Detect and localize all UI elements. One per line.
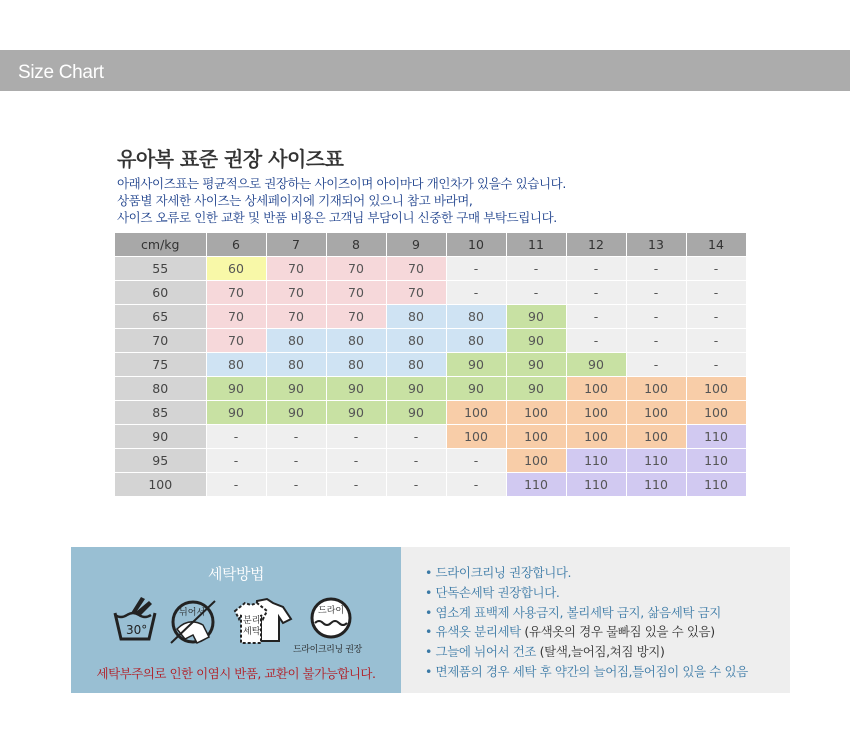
care-bullet: • xyxy=(425,624,436,640)
care-bullet: • xyxy=(425,663,436,679)
size-cell: 110 xyxy=(626,473,686,497)
size-cell: - xyxy=(506,281,566,305)
size-cell: 80 xyxy=(386,353,446,377)
size-cell: - xyxy=(446,257,506,281)
height-row-header: 75 xyxy=(115,353,206,377)
table-row xyxy=(115,425,746,449)
size-cell: 100 xyxy=(626,401,686,425)
separate-wash-label: 분리 xyxy=(243,616,261,626)
height-row-header: 60 xyxy=(115,281,206,305)
height-row-header: 55 xyxy=(115,257,206,281)
size-cell: - xyxy=(206,449,266,473)
height-row-header: 65 xyxy=(115,305,206,329)
table-corner-header: cm/kg xyxy=(115,233,206,257)
size-cell: - xyxy=(266,425,326,449)
table-row xyxy=(115,353,746,377)
size-cell: 110 xyxy=(566,473,626,497)
size-cell: 90 xyxy=(506,329,566,353)
care-bullet: • xyxy=(425,565,436,580)
hand-wash-30-icon xyxy=(111,593,159,643)
size-cell: - xyxy=(446,473,506,497)
height-row-header: 70 xyxy=(115,329,206,353)
size-cell: 60 xyxy=(206,257,266,281)
washing-panel xyxy=(71,547,401,693)
height-row-header: 80 xyxy=(115,377,206,401)
washing-warning: 세탁부주의로 인한 이염시 반품, 교환이 불가능합니다. xyxy=(96,666,376,681)
separate-wash-label: 세탁 xyxy=(243,627,261,637)
table-header-row xyxy=(115,233,746,257)
care-note: (탈색,늘어짐,쳐짐 방지) xyxy=(536,644,665,660)
size-cell: - xyxy=(566,257,626,281)
size-cell: - xyxy=(566,305,626,329)
care-item xyxy=(425,622,748,642)
size-cell: 80 xyxy=(446,329,506,353)
height-row-header: 85 xyxy=(115,401,206,425)
care-text: 단독손세탁 권장합니다. xyxy=(435,584,560,600)
dry-clean-label: 드라이 xyxy=(318,606,345,616)
size-cell: - xyxy=(446,281,506,305)
size-cell: 90 xyxy=(386,401,446,425)
size-cell: 90 xyxy=(506,353,566,377)
chart-title: 유아복 표준 권장 사이즈표 xyxy=(117,147,344,171)
care-text: 염소계 표백제 사용금지, 볼리세탁 금지, 삶음세탁 금지 xyxy=(435,604,721,620)
table-row xyxy=(115,377,746,401)
size-cell: 80 xyxy=(266,353,326,377)
size-cell: 100 xyxy=(566,377,626,401)
size-cell: 70 xyxy=(386,281,446,305)
size-cell: 70 xyxy=(206,305,266,329)
size-cell: 90 xyxy=(566,353,626,377)
size-cell: 70 xyxy=(386,257,446,281)
size-cell: - xyxy=(566,281,626,305)
size-cell: 70 xyxy=(206,281,266,305)
dry-clean-icon xyxy=(307,597,355,639)
care-text: 면제품의 경우 세탁 후 약간의 늘어짐,틀어짐이 있을 수 있음 xyxy=(435,663,748,679)
table-row xyxy=(115,329,746,353)
size-cell: 80 xyxy=(446,305,506,329)
size-cell: 70 xyxy=(326,281,386,305)
size-cell: - xyxy=(266,473,326,497)
table-row xyxy=(115,449,746,473)
size-cell: 110 xyxy=(686,473,746,497)
size-cell: - xyxy=(686,305,746,329)
care-text: 유색옷 분리세탁 xyxy=(435,624,521,640)
size-cell: - xyxy=(386,473,446,497)
size-cell: - xyxy=(386,425,446,449)
size-cell: 70 xyxy=(206,329,266,353)
size-cell: 100 xyxy=(686,401,746,425)
size-cell: - xyxy=(626,353,686,377)
size-cell: 90 xyxy=(326,401,386,425)
size-cell: 80 xyxy=(386,305,446,329)
size-cell: 70 xyxy=(326,305,386,329)
weight-column-header: 10 xyxy=(446,233,506,257)
size-cell: - xyxy=(566,329,626,353)
size-cell: 90 xyxy=(326,377,386,401)
size-cell: 90 xyxy=(206,401,266,425)
size-cell: 110 xyxy=(506,473,566,497)
size-cell: - xyxy=(326,425,386,449)
size-cell: - xyxy=(686,329,746,353)
size-cell: 70 xyxy=(266,257,326,281)
size-cell: 100 xyxy=(566,425,626,449)
care-item xyxy=(425,583,748,603)
care-note: (유색옷의 경우 물빠짐 있을 수 있음) xyxy=(520,624,715,640)
washing-section xyxy=(71,547,790,693)
height-row-header: 95 xyxy=(115,449,206,473)
size-cell: - xyxy=(626,329,686,353)
size-cell: - xyxy=(626,281,686,305)
separate-wash-icon xyxy=(231,597,297,645)
care-list xyxy=(425,563,748,682)
size-cell: - xyxy=(686,353,746,377)
care-item xyxy=(425,662,748,682)
size-cell: 110 xyxy=(626,449,686,473)
weight-column-header: 6 xyxy=(206,233,266,257)
size-table xyxy=(115,233,747,497)
size-cell: 90 xyxy=(386,377,446,401)
size-cell: - xyxy=(206,425,266,449)
washing-title: 세탁방법 xyxy=(208,565,264,583)
size-cell: 100 xyxy=(506,425,566,449)
care-bullet: • xyxy=(425,644,436,660)
care-instructions-panel xyxy=(401,547,790,693)
size-cell: 100 xyxy=(626,377,686,401)
height-row-header: 100 xyxy=(115,473,206,497)
weight-column-header: 11 xyxy=(506,233,566,257)
size-cell: 90 xyxy=(206,377,266,401)
no-wring-label: 뉘어서 xyxy=(179,608,206,618)
size-cell: 80 xyxy=(326,329,386,353)
care-text: 그늘에 뉘어서 건조 xyxy=(435,644,537,660)
note-line: 사이즈 오류로 인한 교환 및 반품 비용은 고객님 부담이니 신중한 구매 부탁드립니다. xyxy=(117,210,557,225)
weight-column-header: 13 xyxy=(626,233,686,257)
size-cell: 70 xyxy=(266,305,326,329)
weight-column-header: 7 xyxy=(266,233,326,257)
size-cell: 100 xyxy=(686,377,746,401)
size-cell: - xyxy=(686,257,746,281)
size-cell: - xyxy=(326,449,386,473)
weight-column-header: 14 xyxy=(686,233,746,257)
size-cell: 70 xyxy=(266,281,326,305)
care-text: 드라이크리닝 권장합니다. xyxy=(435,565,572,580)
size-cell: 110 xyxy=(686,425,746,449)
size-cell: 100 xyxy=(506,449,566,473)
size-cell: - xyxy=(446,449,506,473)
note-line: 아래사이즈표는 평균적으로 권장하는 사이즈이며 아이마다 개인차가 있을수 있습니다. xyxy=(117,176,566,191)
size-cell: - xyxy=(626,257,686,281)
care-bullet: • xyxy=(425,604,436,620)
size-cell: 80 xyxy=(266,329,326,353)
size-cell: - xyxy=(326,473,386,497)
care-bullet: • xyxy=(425,584,436,600)
size-cell: - xyxy=(386,449,446,473)
size-cell: 90 xyxy=(446,353,506,377)
table-row xyxy=(115,401,746,425)
size-cell: - xyxy=(506,257,566,281)
height-row-header: 90 xyxy=(115,425,206,449)
size-cell: 100 xyxy=(566,401,626,425)
table-row xyxy=(115,257,746,281)
size-cell: 100 xyxy=(446,425,506,449)
size-cell: 100 xyxy=(446,401,506,425)
size-cell: 90 xyxy=(266,401,326,425)
size-cell: 80 xyxy=(386,329,446,353)
hand-wash-temp-label: 30° xyxy=(126,623,148,637)
size-chart-header xyxy=(0,50,850,91)
size-cell: 90 xyxy=(446,377,506,401)
size-cell: 90 xyxy=(506,305,566,329)
size-cell: 100 xyxy=(626,425,686,449)
care-item xyxy=(425,603,748,623)
size-cell: - xyxy=(206,473,266,497)
size-cell: 90 xyxy=(266,377,326,401)
size-cell: 90 xyxy=(506,377,566,401)
care-item xyxy=(425,563,748,583)
size-cell: - xyxy=(626,305,686,329)
header-title: Size Chart xyxy=(18,62,104,83)
weight-column-header: 12 xyxy=(566,233,626,257)
size-cell: 100 xyxy=(506,401,566,425)
size-cell: - xyxy=(266,449,326,473)
size-cell: 110 xyxy=(686,449,746,473)
size-cell: 70 xyxy=(326,257,386,281)
dry-clean-caption: 드라이크리닝 권장 xyxy=(293,645,362,655)
size-cell: - xyxy=(686,281,746,305)
note-line: 상품별 자세한 사이즈는 상세페이지에 기재되어 있으니 참고 바라며, xyxy=(117,193,473,208)
size-cell: 80 xyxy=(206,353,266,377)
table-row xyxy=(115,305,746,329)
weight-column-header: 8 xyxy=(326,233,386,257)
size-cell: 110 xyxy=(566,449,626,473)
size-notes xyxy=(117,175,566,226)
care-item xyxy=(425,642,748,662)
no-wring-icon xyxy=(167,599,219,645)
table-row xyxy=(115,281,746,305)
weight-column-header: 9 xyxy=(386,233,446,257)
table-row xyxy=(115,473,746,497)
size-cell: 80 xyxy=(326,353,386,377)
